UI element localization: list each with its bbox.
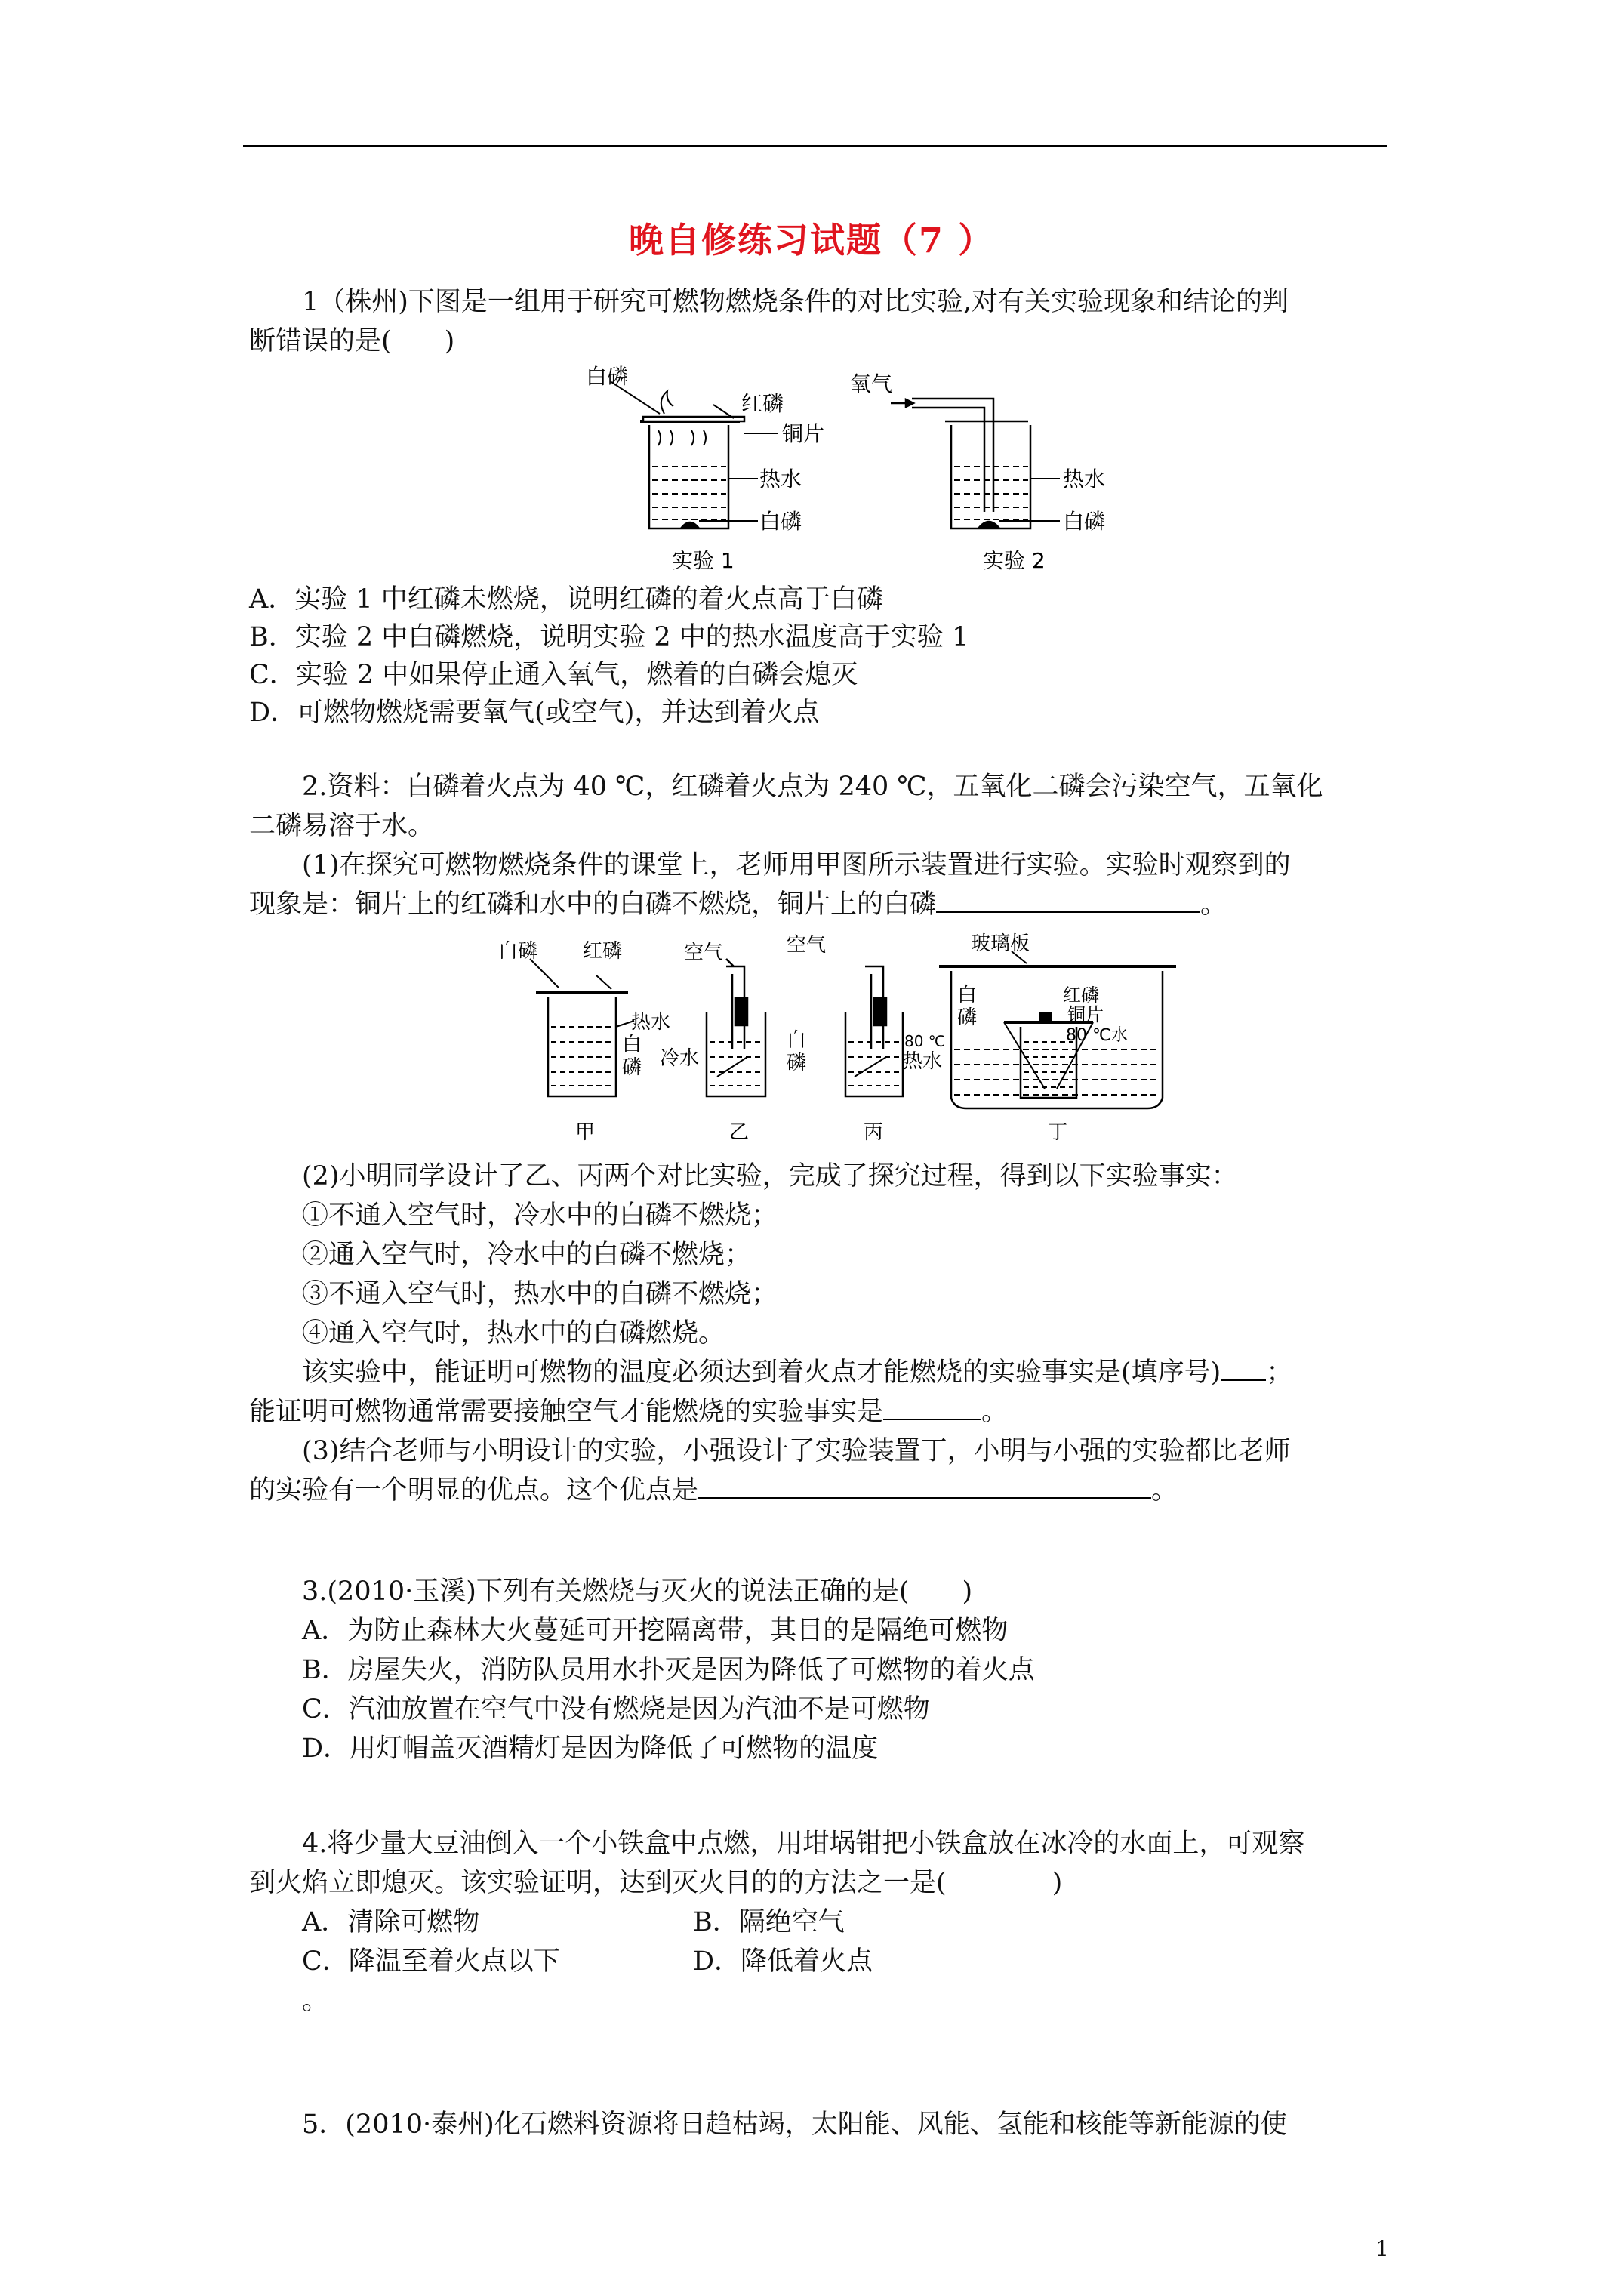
q4-option-d: D．降低着火点: [693, 1946, 873, 1977]
fig1-label-reshui2: 热水: [1063, 467, 1106, 492]
q4-line1: 4.将少量大豆油倒入一个小铁盒中点燃，用坩埚钳把小铁盒放在冰冷的水面上，可观察: [302, 1829, 1305, 1859]
fig2-label-kongqi1: 空气: [684, 942, 724, 964]
q3-stem: 3.(2010·玉溪)下列有关燃烧与灭火的说法正确的是( ): [302, 1576, 973, 1607]
fig1-label-reshui: 热水: [759, 467, 802, 492]
q3-option-d: D．用灯帽盖灭酒精灯是因为降低了可燃物的温度: [302, 1734, 879, 1764]
fig2-label-bai: 白: [622, 1034, 642, 1056]
fig2-label-bai3: 白: [957, 984, 978, 1006]
q3-option-c: C．汽油放置在空气中没有燃烧是因为汽油不是可燃物: [302, 1694, 930, 1724]
q2-line2: 二磷易溶于水。: [249, 811, 435, 841]
fig2-label-reshui: 热水: [631, 1011, 671, 1034]
q2-line6: [302, 1353, 1292, 1392]
q2-line7-text: 能证明可燃物通常需要接触空气才能燃烧的实验事实是: [249, 1397, 884, 1427]
fig1-label-yangqi: 氧气: [850, 371, 893, 396]
q2-line9-end: 。: [1151, 1475, 1178, 1505]
q2-line8: (3)结合老师与小明设计的实验，小强设计了实验装置丁，小明与小强的实验都比老师: [302, 1436, 1291, 1466]
fig2-caption-yi: 乙: [729, 1121, 750, 1144]
q2-line6-end: ；: [1266, 1358, 1293, 1388]
q2-line5: (2)小明同学设计了乙、丙两个对比实验，完成了探究过程，得到以下实验事实：: [302, 1161, 1238, 1191]
q2-line4-text: 现象是：铜片上的红磷和水中的白磷不燃烧，铜片上的白磷: [249, 889, 937, 920]
q4-line2: 到火焰立即熄灭。该实验证明，达到灭火目的的方法之一是( ): [249, 1868, 1063, 1898]
fig1-label-bailin: 白磷: [586, 364, 629, 389]
fig2-label-bai2: 白: [787, 1029, 807, 1052]
q2-line4: [249, 885, 1227, 924]
fig1-label-bailin3: 白磷: [1063, 509, 1106, 534]
page-title: 晚自修练习试题（7 ）: [628, 220, 995, 260]
fig2-label-bolibn: 玻璃板: [971, 932, 1030, 955]
q1-stem-line2: 断错误的是( ): [249, 326, 455, 356]
q2-line3: (1)在探究可燃物燃烧条件的课堂上，老师用甲图所示装置进行实验。实验时观察到的: [302, 850, 1291, 880]
q1-stem-line1: 1（株州)下图是一组用于研究可燃物燃烧条件的对比实验,对有关实验现象和结论的判: [302, 287, 1289, 317]
fig2-label-lin2: 磷: [787, 1052, 807, 1074]
q2-line4-end: 。: [1200, 889, 1227, 920]
fig2-label-lin3: 磷: [957, 1006, 978, 1029]
q2-fact-1: ①不通入空气时，冷水中的白磷不燃烧；: [302, 1200, 778, 1231]
q2-fact-4: ④通入空气时，热水中的白磷燃烧。: [302, 1318, 725, 1348]
fig2-label-tongpian: 铜片: [1067, 1004, 1104, 1025]
fig1-caption-2: 实验 2: [983, 548, 1046, 573]
q2-line9-text: 的实验有一个明显的优点。这个优点是: [249, 1475, 699, 1505]
fig1-label-honglin: 红磷: [741, 391, 784, 416]
fig1-label-tongpian: 铜片: [782, 421, 825, 446]
q1-figure: [559, 361, 1147, 580]
fig2-caption-bing: 丙: [864, 1121, 884, 1144]
q2-line7-end: 。: [981, 1397, 1009, 1427]
q2-answer-blank-1[interactable]: [936, 886, 1200, 913]
page-number: 1: [1375, 2236, 1389, 2261]
q2-line6-text: 该实验中，能证明可燃物的温度必须达到着火点才能燃烧的实验事实是(填序号): [302, 1358, 1221, 1388]
q4-option-c: C．降温至着火点以下: [302, 1946, 560, 1977]
q1-option-c: C．实验 2 中如果停止通入氧气，燃着的白磷会熄灭: [249, 660, 858, 690]
q2-line9: [249, 1471, 1178, 1510]
fig2-caption-ding: 丁: [1048, 1121, 1068, 1144]
header-rule: [243, 145, 1387, 147]
q2-answer-blank-3[interactable]: [883, 1393, 981, 1420]
fig2-label-lin: 磷: [622, 1056, 642, 1079]
q2-figure: [483, 929, 1230, 1155]
q2-line1: 2.资料：白磷着火点为 40 ℃，红磷着火点为 240 ℃，五氧化二磷会污染空气，五氧化: [302, 772, 1323, 802]
q3-option-b: B．房屋失火，消防队员用水扑灭是因为降低了可燃物的着火点: [302, 1655, 1035, 1685]
fig2-label-honglin2: 红磷: [1063, 985, 1099, 1006]
q2-line7: [249, 1392, 1008, 1432]
q2-answer-blank-4[interactable]: [698, 1472, 1151, 1499]
q4-option-a: A．清除可燃物: [302, 1907, 480, 1937]
fig2-label-water80: 80 ℃水: [1066, 1026, 1128, 1045]
q5-line1: 5．(2010·泰州)化石燃料资源将日趋枯竭，太阳能、风能、氢能和核能等新能源的使: [302, 2110, 1287, 2140]
fig2-label-kongqi2: 空气: [787, 934, 827, 957]
fig2-label-honglin: 红磷: [583, 940, 623, 963]
fig1-caption-1: 实验 1: [672, 548, 735, 573]
fig2-label-lengshui: 冷水: [660, 1047, 700, 1070]
q1-option-a: A．实验 1 中红磷未燃烧，说明红磷的着火点高于白磷: [249, 584, 883, 615]
q3-option-a: A．为防止森林大火蔓延可开挖隔离带，其目的是隔绝可燃物: [302, 1616, 1009, 1646]
q4-tail: 。: [302, 1986, 329, 2016]
q2-answer-blank-2[interactable]: [1221, 1354, 1266, 1381]
q2-fact-2: ②通入空气时，冷水中的白磷不燃烧；: [302, 1240, 752, 1270]
fig2-label-reshui2: 热水: [903, 1050, 943, 1073]
fig1-label-bailin-water: 白磷: [759, 509, 802, 534]
fig2-label-temp: 80 ℃: [904, 1032, 946, 1050]
q4-option-b: B．隔绝空气: [693, 1907, 845, 1937]
fig2-label-bailin: 白磷: [498, 940, 538, 963]
q1-option-b: B．实验 2 中白磷燃烧，说明实验 2 中的热水温度高于实验 1: [249, 622, 969, 652]
q1-option-d: D．可燃物燃烧需要氧气(或空气)，并达到着火点: [249, 698, 820, 728]
q2-fact-3: ③不通入空气时，热水中的白磷不燃烧；: [302, 1279, 778, 1309]
fig2-caption-jia: 甲: [575, 1121, 596, 1144]
